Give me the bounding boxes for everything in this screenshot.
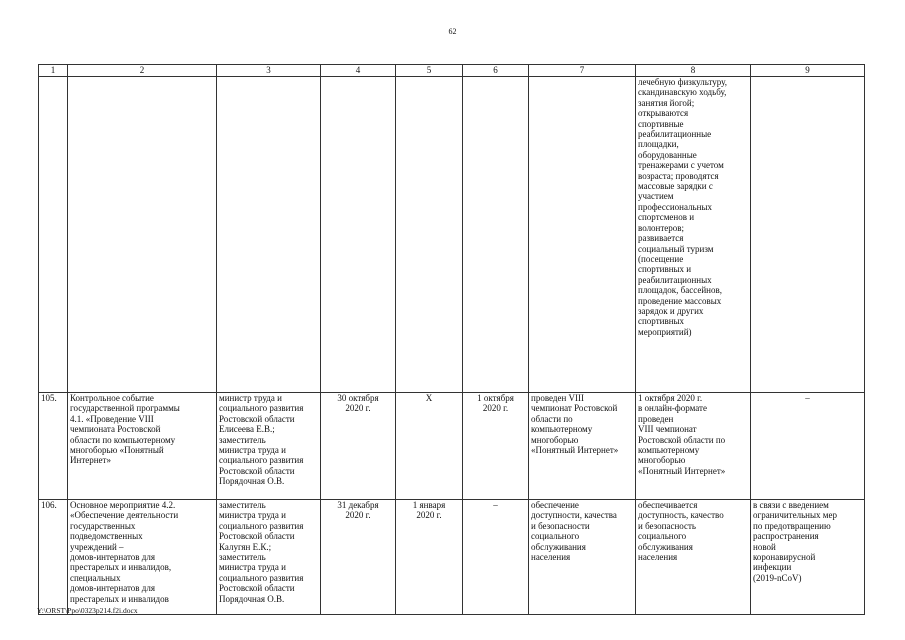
actual-end-date-cell	[463, 77, 529, 393]
reasons-cell: в связи с введением ограничительных мер по предотвращению распространения новой коронавирусной инфекции (2019-nCoV)	[751, 500, 865, 615]
responsible-cell: заместитель министра труда и социального развития Ростовской области Калугян Е.К.; заместитель министра труда и социального развития Ростовской области Порядочная О.В.	[217, 500, 321, 615]
planned-result-cell: проведен VIII чемпионат Ростовской области по компьютерному многоборью «Понятный Интернет»	[529, 393, 636, 500]
actual-start-date-cell: 1 января 2020 г.	[396, 500, 463, 615]
actual-end-date-cell: 1 октября 2020 г.	[463, 393, 529, 500]
planned-result-cell: обеспечение доступности, качества и безопасности социального обслуживания населения	[529, 500, 636, 615]
header-cell-6: 6	[463, 65, 529, 77]
table-row	[39, 77, 865, 393]
event-name-cell: Основное мероприятие 4.2. «Обеспечение деятельности государственных подведомственных учреждений – домов-интернатов для престарелых и инвалидов, специальных домов-интернатов для престарелых и инвалидов	[68, 500, 217, 615]
actual-start-date-cell	[396, 77, 463, 393]
header-cell-5: 5	[396, 65, 463, 77]
reasons-cell: –	[751, 393, 865, 500]
event-name-cell	[68, 77, 217, 393]
responsible-cell	[217, 77, 321, 393]
header-cell-8: 8	[636, 65, 751, 77]
header-row	[39, 65, 865, 77]
event-name-cell: Контрольное событие государственной программы 4.1. «Проведение VIII чемпионата Ростовской области по компьютерному многоборью «Понятный Интернет»	[68, 393, 217, 500]
row-number-cell	[39, 77, 68, 393]
row-number-cell: 105.	[39, 393, 68, 500]
table-row	[39, 393, 865, 500]
actual-result-cell: лечебную физкультуру, скандинавскую ходьбу, занятия йогой; открываются спортивные реабилитационные площадки, оборудованные тренажерами с учетом возраста; проводятся массовые зарядки с участием профессиональных спортсменов и волонтеров; развивается социальный туризм (посещение спортивных и реабилитационных площадок, бассейнов, проведение массовых зарядок и других спортивных мероприятий)	[636, 77, 751, 393]
planned-result-cell	[529, 77, 636, 393]
header-cell-3: 3	[217, 65, 321, 77]
file-path-footer: Y:\ORST\Ppo\0323p214.f2i.docx	[37, 606, 138, 615]
actual-end-date-cell: –	[463, 500, 529, 615]
header-cell-1: 1	[39, 65, 68, 77]
plan-end-date-cell: 30 октября 2020 г.	[321, 393, 396, 500]
row-number-cell: 106.	[39, 500, 68, 615]
report-table	[38, 64, 865, 615]
header-cell-9: 9	[751, 65, 865, 77]
header-cell-4: 4	[321, 65, 396, 77]
page-number: 62	[448, 27, 457, 36]
actual-result-cell: обеспечивается доступность, качество и безопасность социального обслуживания населения	[636, 500, 751, 615]
actual-result-cell: 1 октября 2020 г. в онлайн-формате проведен VIII чемпионат Ростовской области по компьютерному многоборью «Понятный Интернет»	[636, 393, 751, 500]
actual-start-date-cell: X	[396, 393, 463, 500]
responsible-cell: министр труда и социального развития Ростовской области Елисеева Е.В.; заместитель министра труда и социального развития Ростовской области Порядочная О.В.	[217, 393, 321, 500]
header-cell-7: 7	[529, 65, 636, 77]
plan-end-date-cell	[321, 77, 396, 393]
header-cell-2: 2	[68, 65, 217, 77]
plan-end-date-cell: 31 декабря 2020 г.	[321, 500, 396, 615]
reasons-cell	[751, 77, 865, 393]
table-row	[39, 500, 865, 615]
